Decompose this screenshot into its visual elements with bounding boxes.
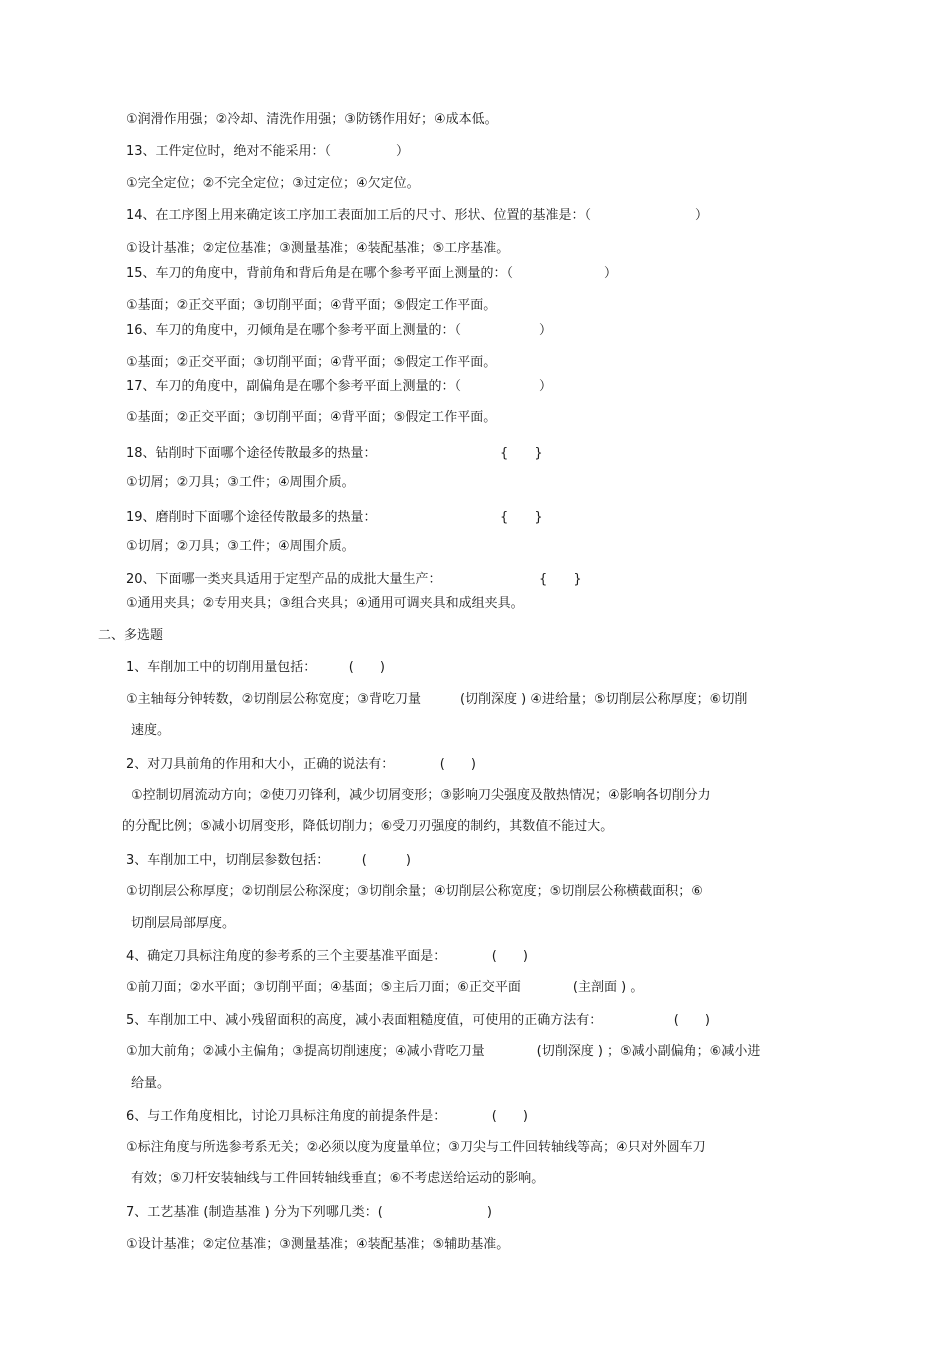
m2-question: 2、对刀具前角的作用和大小，正确的说法有： ( ): [126, 757, 476, 772]
m7-question: 7、工艺基准 (制造基准 ) 分为下列哪几类：( ): [126, 1205, 492, 1220]
m2-options-cont: 的分配比例；⑤减小切屑变形，降低切削力；⑥受刀刃强度的制约，其数值不能过大。: [122, 819, 614, 834]
q18-options: ①切屑；②刀具；③工件；④周围介质。: [126, 475, 355, 490]
q20-question: 20、下面哪一类夹具适用于定型产品的成批大量生产： { }: [126, 572, 582, 587]
m6-options: ①标注角度与所选参考系无关；②必须以度为度量单位；③刀尖与工件回转轴线等高；④只对外圆车刀: [126, 1140, 706, 1155]
m3-options: ①切削层公称厚度；②切削层公称深度；③切削余量；④切削层公称宽度；⑤切削层公称横截面积；⑥: [126, 884, 703, 899]
m1-options-cont: 速度。: [131, 723, 171, 738]
m5-options-cont: 给量。: [131, 1076, 171, 1091]
section-heading-multiple-choice: 二、多选题: [98, 628, 164, 643]
m7-options: ①设计基准；②定位基准；③测量基准；④装配基准；⑤辅助基准。: [126, 1237, 510, 1252]
q16-question: 16、车刀的角度中，刃倾角是在哪个参考平面上测量的：（ ）: [126, 323, 553, 338]
m4-question: 4、确定刀具标注角度的参考系的三个主要基准平面是： ( ): [126, 949, 528, 964]
m6-options-cont: 有效；⑤刀杆安装轴线与工件回转轴线垂直；⑥不考虑送给运动的影响。: [131, 1171, 545, 1186]
m3-options-cont: 切削层局部厚度。: [131, 916, 236, 931]
m3-question: 3、车削加工中，切削层参数包括： ( ): [126, 853, 411, 868]
q15-options: ①基面；②正交平面；③切削平面；④背平面；⑤假定工作平面。: [126, 298, 497, 313]
q14-question: 14、在工序图上用来确定该工序加工表面加工后的尺寸、形状、位置的基准是：（ ）: [126, 208, 709, 223]
q13-question: 13、工件定位时，绝对不能采用：（ ）: [126, 144, 410, 159]
m1-question: 1、车削加工中的切削用量包括： ( ): [126, 660, 385, 675]
m5-options: ①加大前角；②减小主偏角；③提高切削速度；④减小背吃刀量 (切削深度 ) ；⑤减小副偏角；⑥减小进: [126, 1044, 761, 1059]
q13-options: ①完全定位；②不完全定位；③过定位；④欠定位。: [126, 176, 420, 191]
q19-question: 19、磨削时下面哪个途径传散最多的热量： { }: [126, 510, 543, 525]
q20-options: ①通用夹具；②专用夹具；③组合夹具；④通用可调夹具和成组夹具。: [126, 596, 524, 611]
q19-options: ①切屑；②刀具；③工件；④周围介质。: [126, 539, 355, 554]
q14-options: ①设计基准；②定位基准；③测量基准；④装配基准；⑤工序基准。: [126, 241, 510, 256]
m4-options: ①前刀面；②水平面；③切削平面；④基面；⑤主后刀面；⑥正交平面 (主剖面 ) 。: [126, 980, 644, 995]
m5-question: 5、车削加工中、减小残留面积的高度，减小表面粗糙度值，可使用的正确方法有： ( ): [126, 1013, 710, 1028]
m2-options: ①控制切屑流动方向；②使刀刃锋利，减少切屑变形；③影响刀尖强度及散热情况；④影响各切削分力: [131, 788, 711, 803]
q17-options: ①基面；②正交平面；③切削平面；④背平面；⑤假定工作平面。: [126, 410, 497, 425]
m1-options: ①主轴每分钟转数，②切削层公称宽度；③背吃刀量 (切削深度 ) ④进给量；⑤切削层公称厚度；⑥切削: [126, 692, 748, 707]
q12-options: ①润滑作用强；②冷却、清洗作用强；③防锈作用好；④成本低。: [126, 112, 498, 127]
q17-question: 17、车刀的角度中，副偏角是在哪个参考平面上测量的：（ ）: [126, 379, 553, 394]
m6-question: 6、与工作角度相比，讨论刀具标注角度的前提条件是： ( ): [126, 1109, 528, 1124]
q15-question: 15、车刀的角度中，背前角和背后角是在哪个参考平面上测量的：（ ）: [126, 266, 618, 281]
q18-question: 18、钻削时下面哪个途径传散最多的热量： { }: [126, 446, 543, 461]
q16-options: ①基面；②正交平面；③切削平面；④背平面；⑤假定工作平面。: [126, 355, 497, 370]
